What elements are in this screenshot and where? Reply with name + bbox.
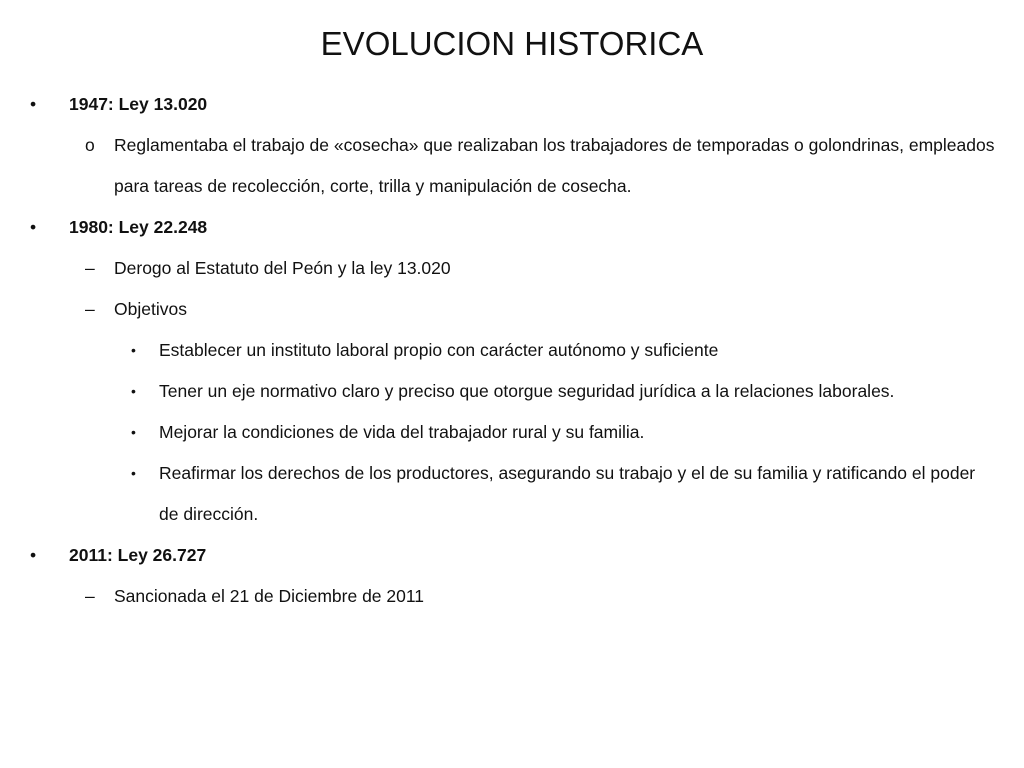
bullet-marker: •: [131, 342, 136, 358]
bullet-marker: •: [131, 465, 136, 481]
list-item-text: 1947: Ley 13.020: [69, 94, 208, 114]
list-item-text: Tener un eje normativo claro y preciso que otorgue seguridad jurídica a la relaciones laborales.: [159, 381, 895, 401]
list-item-1947-detail: [30, 125, 1014, 207]
objective-item: [30, 412, 990, 453]
bullet-marker: •: [30, 217, 37, 237]
list-item-1980-derogation: [30, 248, 990, 289]
list-item-1947: [30, 84, 990, 125]
list-item-text: Sancionada el 21 de Diciembre de 2011: [114, 586, 425, 606]
list-item-text: Mejorar la condiciones de vida del trabajador rural y su familia.: [159, 422, 645, 442]
list-item-text: Reafirmar los derechos de los productores, asegurando su trabajo y el de su familia y ratificando el poder de dirección.: [159, 463, 976, 524]
list-item-text: 2011: Ley 26.727: [69, 545, 207, 565]
list-item-text: Establecer un instituto laboral propio con carácter autónomo y suficiente: [159, 340, 719, 360]
dash-marker: –: [85, 586, 95, 606]
bullet-marker: •: [30, 94, 37, 114]
list-item-2011-detail: [30, 576, 990, 617]
bullet-marker: •: [131, 383, 136, 399]
list-item-text: Derogo al Estatuto del Peón y la ley 13.020: [114, 258, 451, 278]
objective-item: [30, 371, 979, 412]
list-item-text: Objetivos: [114, 299, 187, 319]
objective-item: [30, 330, 990, 371]
slide-title: EVOLUCION HISTORICA: [320, 25, 704, 62]
list-item-text: Reglamentaba el trabajo de «cosecha» que realizaban los trabajadores de temporadas o golondrinas, empleados para tareas de recolección, corte, trilla y manipulación de cosecha.: [114, 135, 995, 196]
objective-item: [30, 453, 979, 535]
circle-marker: o: [85, 135, 95, 155]
bullet-marker: •: [131, 424, 136, 440]
dash-marker: –: [85, 299, 95, 319]
list-item-2011: [30, 535, 990, 576]
bullet-marker: •: [30, 545, 37, 565]
list-item-1980-objectives: [30, 289, 990, 330]
list-item-1980: [30, 207, 990, 248]
slide-content: [30, 84, 995, 617]
dash-marker: –: [85, 258, 95, 278]
list-item-text: 1980: Ley 22.248: [69, 217, 208, 237]
